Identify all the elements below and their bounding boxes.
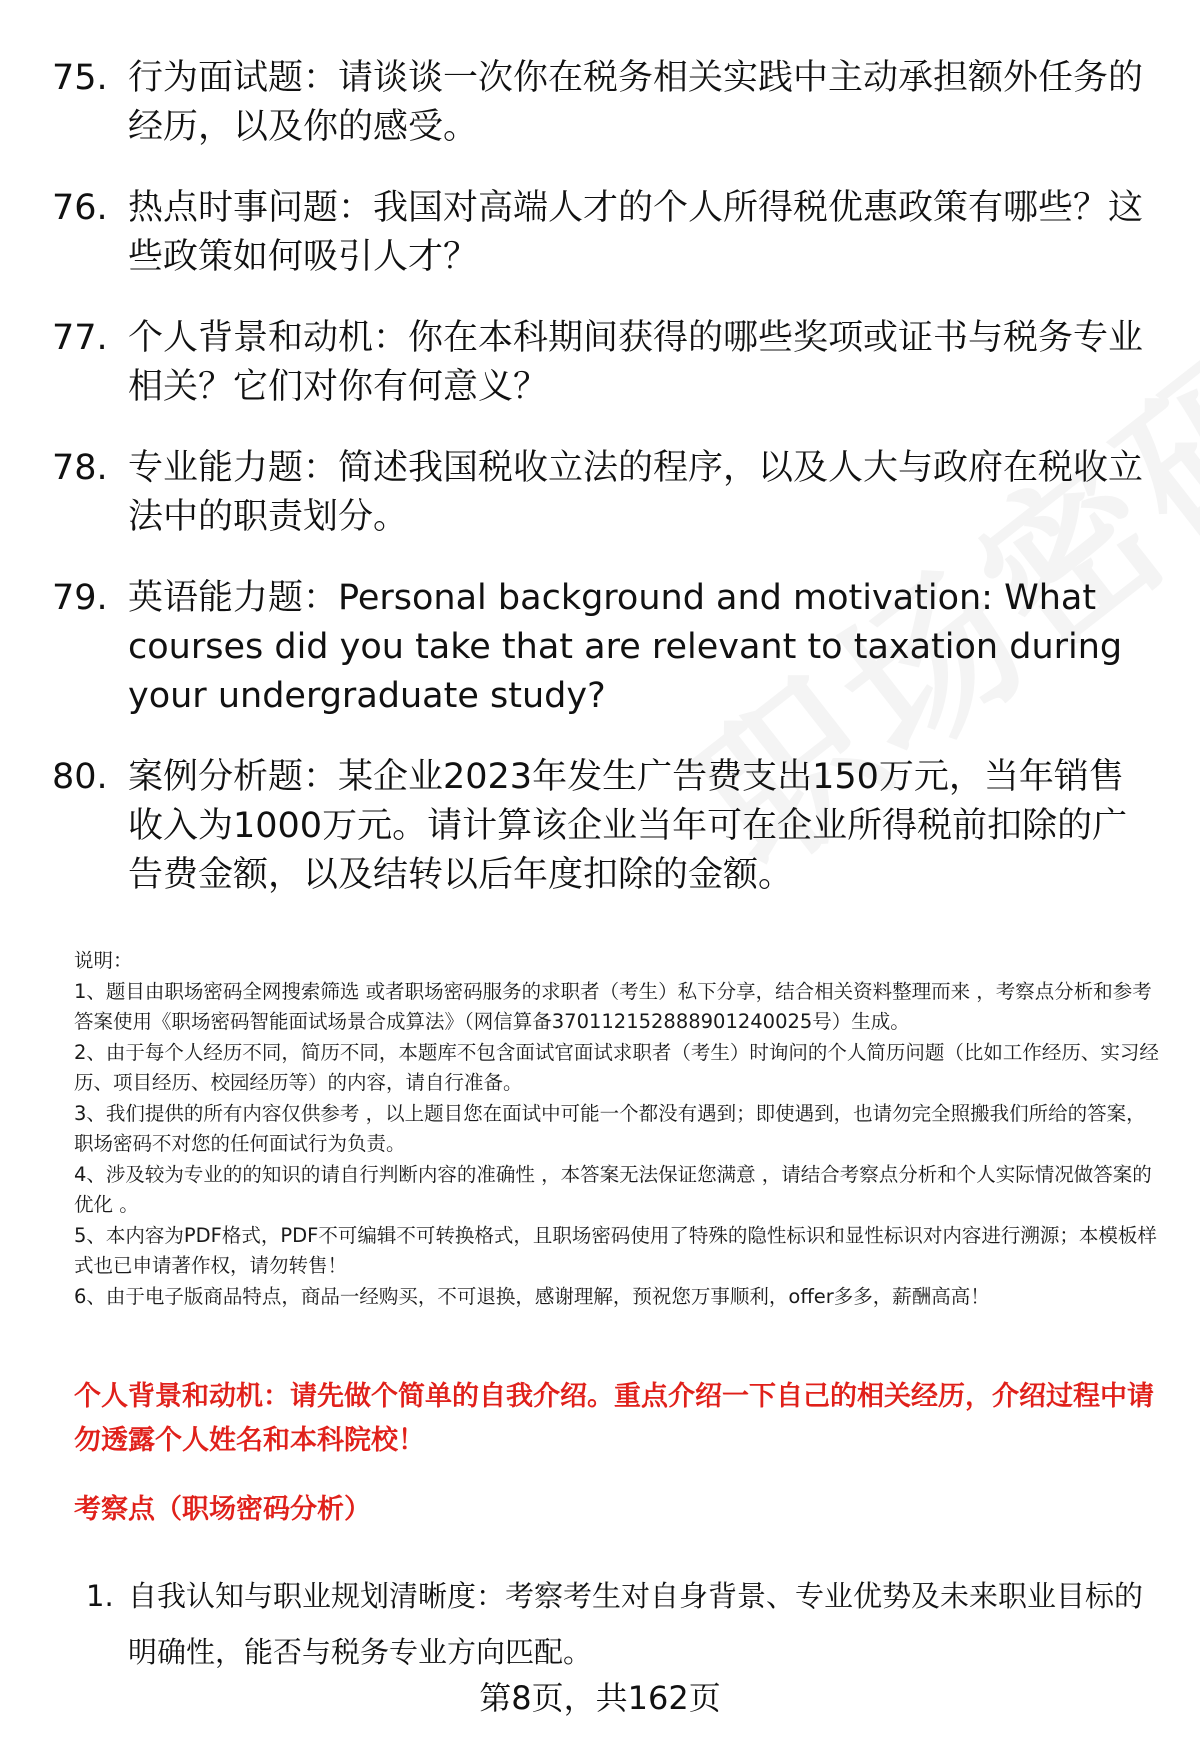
question-number: 75. [52, 58, 108, 98]
note-item: 4、涉及较为专业的的知识的请自行判断内容的准确性 ，本答案无法保证您满意 ，请结合考察点分析和个人实际情况做答案的优化 。 [74, 1162, 1152, 1216]
question-list [0, 54, 1200, 932]
question-text: 行为面试题：请谈谈一次你在税务相关实践中主动承担额外任务的经历，以及你的感受。 [128, 58, 1144, 147]
analysis-point [0, 1568, 1200, 1680]
note-item: 5、本内容为PDF格式，PDF不可编辑不可转换格式，且职场密码使用了特殊的隐性标识和显性标识对内容进行溯源；本模板样式也已申请著作权，请勿转售！ [74, 1223, 1157, 1277]
point-number: 1. [86, 1579, 114, 1613]
question-item [0, 753, 1200, 900]
note-item: 3、我们提供的所有内容仅供参考 ，以上题目您在面试中可能一个都没有遇到；即使遇到，也请勿完全照搬我们所给的答案，职场密码不对您的任何面试行为负责。 [74, 1101, 1146, 1155]
question-item [0, 314, 1200, 412]
question-number: 77. [52, 318, 108, 358]
question-text: 案例分析题：某企业2023年发生广告费支出150万元，当年销售收入为1000万元。请计算该企业当年可在企业所得税前扣除的广告费金额，以及结转以后年度扣除的金额。 [128, 757, 1128, 895]
question-text: 专业能力题：简述我国税收立法的程序，以及人大与政府在税收立法中的职责划分。 [128, 448, 1144, 537]
note-item: 1、题目由职场密码全网搜索筛选 或者职场密码服务的求职者（考生）私下分享，结合相关资料整理而来 ，考察点分析和参考答案使用《职场密码智能面试场景合成算法》（网信算备370112152888901240025号）生成。 [74, 979, 1152, 1033]
notes-title: 说明： [74, 949, 133, 972]
question-item [0, 54, 1200, 152]
question-number: 79. [52, 578, 108, 618]
highlight-question: 个人背景和动机：请先做个简单的自我介绍。重点介绍一下自己的相关经历，介绍过程中请勿透露个人姓名和本科院校！ [74, 1381, 1154, 1456]
page-footer: 第8页，共162页 [479, 1679, 721, 1717]
question-item [0, 574, 1200, 721]
question-item [0, 184, 1200, 282]
question-number: 80. [52, 757, 108, 797]
notes-section [74, 946, 1164, 1312]
section-heading: 考察点（职场密码分析） [74, 1494, 371, 1525]
question-number: 76. [52, 188, 108, 228]
note-item: 6、由于电子版商品特点，商品一经购买，不可退换，感谢理解，预祝您万事顺利，offer多多，薪酬高高！ [74, 1284, 990, 1308]
question-number: 78. [52, 448, 108, 488]
question-text: 热点时事问题：我国对高端人才的个人所得税优惠政策有哪些？这些政策如何吸引人才？ [128, 188, 1144, 277]
point-text: 自我认知与职业规划清晰度：考察考生对自身背景、专业优势及未来职业目标的明确性，能否与税务专业方向匹配。 [128, 1579, 1144, 1669]
question-text: 个人背景和动机：你在本科期间获得的哪些奖项或证书与税务专业相关？它们对你有何意义？ [128, 318, 1144, 407]
note-item: 2、由于每个人经历不同，简历不同，本题库不包含面试官面试求职者（考生）时询问的个人简历问题（比如工作经历、实习经历、项目经历、校园经历等）的内容，请自行准备。 [74, 1040, 1159, 1094]
question-text: 英语能力题：Personal background and motivation: What courses did you take that are relevant to taxation during your undergraduate study? [128, 578, 1123, 716]
question-item [0, 444, 1200, 542]
